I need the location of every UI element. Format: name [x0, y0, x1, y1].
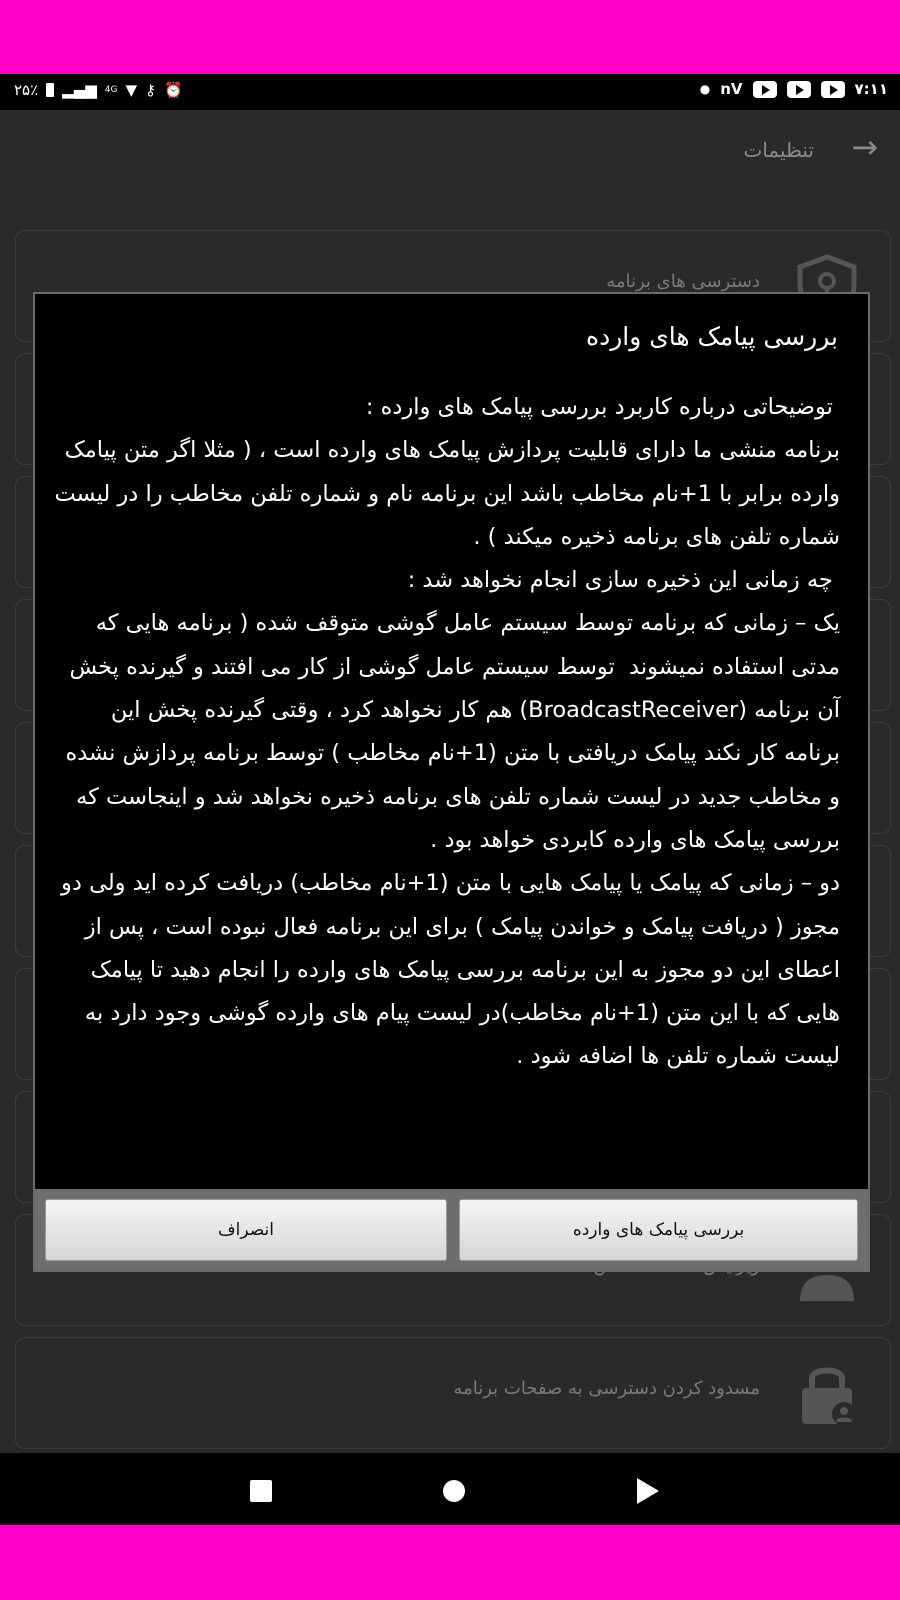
battery-icon	[46, 83, 54, 97]
card-label: مسدود کردن دسترسی به صفحات برنامه	[453, 1378, 760, 1399]
notification-dot-icon: ●	[699, 82, 711, 96]
key-icon: ⚷	[145, 81, 157, 99]
top-magenta-band	[0, 0, 900, 74]
youtube-icon	[753, 81, 777, 98]
dialog-message	[47, 386, 840, 1079]
status-bar	[0, 74, 900, 110]
alarm-icon: ⏰	[164, 81, 183, 99]
dialog-paragraph: چه زمانی این ذخیره سازی انجام نخواهد شد :	[407, 567, 840, 594]
back-arrow-icon[interactable]: →	[851, 128, 878, 166]
signal-icon: ▂▄▆	[62, 81, 97, 99]
incoming-sms-dialog	[33, 292, 870, 1272]
wifi-icon: ▼	[125, 81, 138, 99]
network-type: 4G	[104, 85, 118, 95]
dialog-paragraph: یک – زمانی که برنامه توسط سیستم عامل گوشی متوقف شده ( برنامه هایی که مدتی استفاده نمیشوند توسط سیستم عامل گوشی از کار می افتند و گیرنده پخش آن برنامه (BroadcastReceiver) هم کار نخواهد کرد ، وقتی گیرنده پخش این برنامه کار نکند پیامک دریافتی با متن (1+نام مخاطب ) توسط برنامه پردازش نشده و مخاطب جدید در لیست شماره تلفن های برنامه ذخیره نخواهد شد و اینجاست که بررسی پیامک های وارده کابردی خواهد بود .	[58, 610, 840, 853]
youtube-icon	[787, 81, 811, 98]
dialog-button-bar	[35, 1189, 868, 1270]
carrier-text: nV	[720, 80, 743, 98]
check-incoming-sms-button[interactable]: بررسی پیامک های وارده	[459, 1199, 858, 1261]
battery-percent: ۲۵٪	[14, 81, 39, 99]
dialog-paragraph: دو – زمانی که پیامک یا پیامک هایی با متن (1+نام مخاطب) دریافت کرده اید ولی دو مجوز ( دریافت پیامک و خواندن پیامک ) برای این برنامه فعال نبوده است ، پس از اعطای این دو مجوز به این برنامه بررسی پیامک های وارده را انجام دهید تا پیامک هایی که با این متن (1+نام مخاطب)در لیست پیام های وارده گوشی وجود دارد به لیست شماره تلفن ها اضافه شود .	[53, 870, 840, 1070]
system-nav-bar	[0, 1453, 900, 1525]
dialog-paragraph: توضیحاتی درباره کاربرد بررسی پیامک های وارده :	[365, 394, 840, 420]
back-icon[interactable]	[637, 1478, 659, 1504]
card-label: دسترسی های برنامه	[606, 271, 760, 292]
home-icon[interactable]	[443, 1480, 465, 1502]
youtube-icon	[821, 81, 845, 98]
clock: ۷:۱۱	[854, 80, 888, 98]
recent-apps-icon[interactable]	[250, 1480, 272, 1502]
page-title: تنظیمات	[743, 138, 814, 162]
cancel-button[interactable]: انصراف	[45, 1199, 447, 1261]
bottom-magenta-band	[0, 1525, 900, 1600]
dialog-title: بررسی پیامک های وارده	[585, 322, 838, 351]
dialog-paragraph: برنامه منشی ما دارای قابلیت پردازش پیامک های وارده است ، ( مثلا اگر متن پیامک وارده برابر با 1+نام مخاطب باشد این برنامه نام و شماره تلفن مخاطب را در لیست شماره تلفن های برنامه ذخیره میکند ) .	[47, 437, 840, 550]
